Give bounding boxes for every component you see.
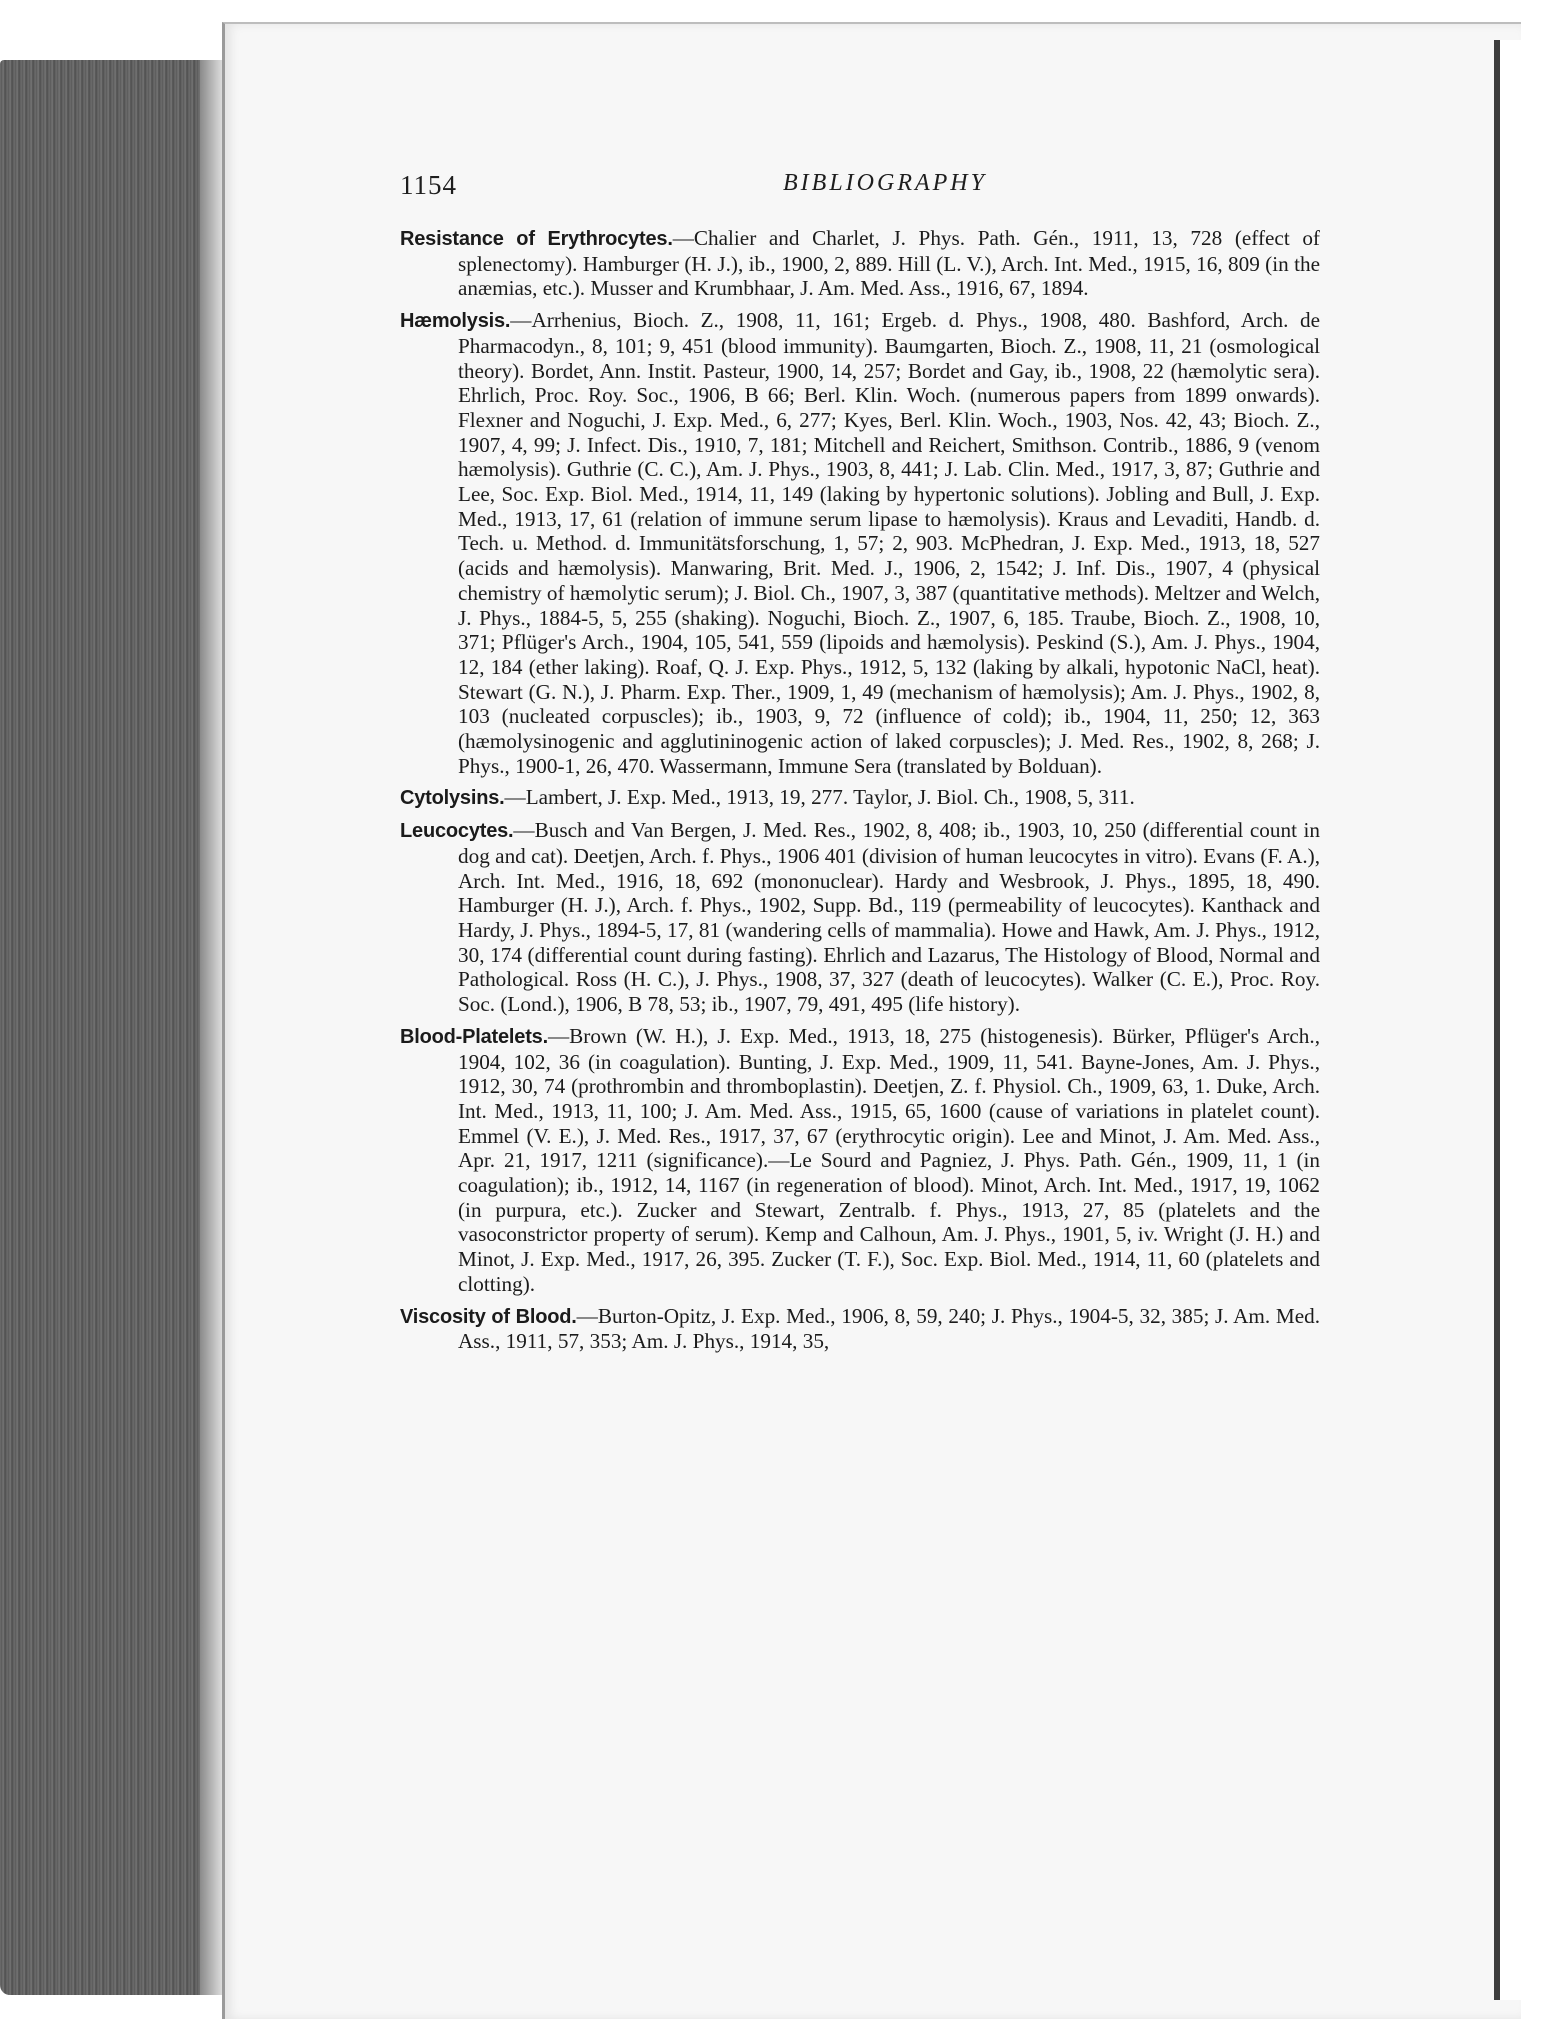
book-page-edges (0, 60, 222, 1995)
entry-text: —Brown (W. H.), J. Exp. Med., 1913, 18, 275 (histogenesis). Bürker, Pflüger's Arch., 1904, 102, 36 (in coagulation). Bunting, J. Exp. Med., 1909, 11, 541. Bayne-Jones, Am. J. Phys., 1912, 30, 74 (prothrombin and thromboplastin). Deetjen, Z. f. Physiol. Ch., 1909, 63, 1. Duke, Arch. Int. Med., 1913, 11, 100; J. Am. Med. Ass., 1915, 65, 1600 (cause of variations in platelet count). Emmel (V. E.), J. Med. Res., 1917, 37, 67 (erythrocytic origin). Lee and Minot, J. Am. Med. Ass., Apr. 21, 1917, 1211 (significance).—Le Sourd and Pagniez, J. Phys. Path. Gén., 1909, 11, 1 (in coagulation); ib., 1912, 14, 1167 (in regeneration of blood). Minot, Arch. Int. Med., 1917, 19, 1062 (in purpura, etc.). Zucker and Stewart, Zentralb. f. Phys., 1913, 27, 85 (platelets and the vasoconstrictor property of serum). Kemp and Calhoun, Am. J. Phys., 1901, 5, iv. Wright (J. H.) and Minot, J. Exp. Med., 1917, 26, 395. Zucker (T. F.), Soc. Exp. Biol. Med., 1914, 11, 60 (platelets and clotting). (458, 1023, 1326, 1296)
entry-text: —Chalier and Charlet, J. Phys. Path. Gén., 1911, 13, 728 (effect of splenectomy). Hamburger (H. J.), ib., 1900, 2, 889. Hill (L. V.), Arch. Int. Med., 1915, 16, 809 (in the anæmias, etc.). Musser and Krumbhaar, J. Am. Med. Ass., 1916, 67, 1894. (458, 226, 1326, 301)
bibliography-entry-haemolysis (400, 308, 1326, 778)
page-number: 1154 (400, 170, 457, 200)
facing-page-strip (1500, 40, 1552, 2000)
entry-heading: Hæmolysis. (400, 310, 511, 333)
bibliography-entry-viscosity-of-blood (400, 1303, 1325, 1354)
entry-heading: Resistance of Erythrocytes. (400, 228, 673, 250)
entry-text: —Arrhenius, Bioch. Z., 1908, 11, 161; Ergeb. d. Phys., 1908, 480. Bashford, Arch. de Pharmacodyn., 8, 101; 9, 451 (blood immunity). Baumgarten, Bioch. Z., 1908, 11, 21 (osmological theory). Bordet, Ann. Instit. Pasteur, 1900, 14, 257; Bordet and Gay, ib., 1908, 22 (hæmolytic sera). Ehrlich, Proc. Roy. Soc., 1906, B 66; Berl. Klin. Woch. (numerous papers from 1899 onwards). Flexner and Noguchi, J. Exp. Med., 6, 277; Kyes, Berl. Klin. Woch., 1903, Nos. 42, 43; Bioch. Z., 1907, 4, 99; J. Infect. Dis., 1910, 7, 181; Mitchell and Reichert, Smithson. Contrib., 1886, 9 (venom hæmolysis). Guthrie (C. C.), Am. J. Phys., 1903, 8, 441; J. Lab. Clin. Med., 1917, 3, 87; Guthrie and Lee, Soc. Exp. Biol. Med., 1914, 11, 149 (laking by hypertonic solutions). Jobling and Bull, J. Exp. Med., 1913, 17, 61 (relation of immune serum lipase to hæmolysis). Kraus and Levaditi, Handb. d. Tech. u. Method. d. Immunitätsforschung, 1, 57; 2, 903. McPhedran, J. Exp. Med., 1913, 18, 527 (acids and hæmolysis). Manwaring, Brit. Med. J., 1906, 2, 1542; J. Inf. Dis., 1907, 4 (physical chemistry of hæmolytic serum); J. Biol. Ch., 1907, 3, 387 (quantitative methods). Meltzer and Welch, J. Phys., 1884-5, 5, 255 (shaking). Noguchi, Bioch. Z., 1907, 6, 185. Traube, Bioch. Z., 1908, 10, 371; Pflüger's Arch., 1904, 105, 541, 559 (lipoids and hæmolysis). Peskind (S.), Am. J. Phys., 1904, 12, 184 (ether laking). Roaf, Q. J. Exp. Phys., 1912, 5, 132 (laking by alkali, hypotonic NaCl, heat). Stewart (G. N.), J. Pharm. Exp. Ther., 1909, 1, 49 (mechanism of hæmolysis); Am. J. Phys., 1902, 8, 103 (nucleated corpuscles); ib., 1903, 9, 72 (influence of cold); ib., 1904, 11, 250; 12, 363 (hæmolysinogenic and agglutininogenic action of laked corpuscles); J. Med. Res., 1902, 8, 268; J. Phys., 1900-1, 26, 470. Wassermann, Immune Sera (translated by Bolduan). (458, 308, 1326, 778)
entry-text: —Lambert, J. Exp. Med., 1913, 19, 277. Taylor, J. Biol. Ch., 1908, 5, 311. (504, 785, 1135, 810)
entry-heading: Leucocytes. (400, 820, 514, 843)
entry-text: —Burton-Opitz, J. Exp. Med., 1906, 8, 59, 240; J. Phys., 1904-5, 32, 385; J. Am. Med. Ass., 1911, 57, 353; Am. J. Phys., 1914, 35, (458, 1303, 1325, 1354)
running-title: BIBLIOGRAPHY (783, 170, 987, 196)
entry-heading: Blood-Platelets. (400, 1025, 548, 1048)
entry-text: —Busch and Van Bergen, J. Med. Res., 1902, 8, 408; ib., 1903, 10, 250 (differential count in dog and cat). Deetjen, Arch. f. Phys., 1906 401 (division of human leucocytes in vitro). Evans (F. A.), Arch. Int. Med., 1916, 18, 692 (mononuclear). Hardy and Wesbrook, J. Phys., 1895, 18, 490. Hamburger (H. J.), Arch. f. Phys., 1902, Supp. Bd., 119 (permeability of leucocytes). Kanthack and Hardy, J. Phys., 1894-5, 17, 81 (wandering cells of mammalia). Howe and Hawk, Am. J. Phys., 1912, 30, 174 (differential count during fasting). Ehrlich and Lazarus, The Histology of Blood, Normal and Pathological. Ross (H. C.), J. Phys., 1908, 37, 327 (death of leucocytes). Walker (C. E.), Proc. Roy. Soc. (Lond.), 1906, B 78, 53; ib., 1907, 79, 491, 495 (life history). (458, 818, 1326, 1017)
bibliography-body (400, 226, 1326, 1361)
entry-heading: Viscosity of Blood. (400, 1305, 577, 1328)
running-head (400, 170, 1330, 210)
bibliography-entry-blood-platelets (400, 1023, 1326, 1297)
entry-heading: Cytolysins. (400, 787, 505, 810)
bibliography-entry-leucocytes (400, 818, 1326, 1017)
bibliography-entry-resistance-of-erythrocytes (400, 226, 1326, 301)
bibliography-entry-cytolysins (400, 785, 1320, 811)
